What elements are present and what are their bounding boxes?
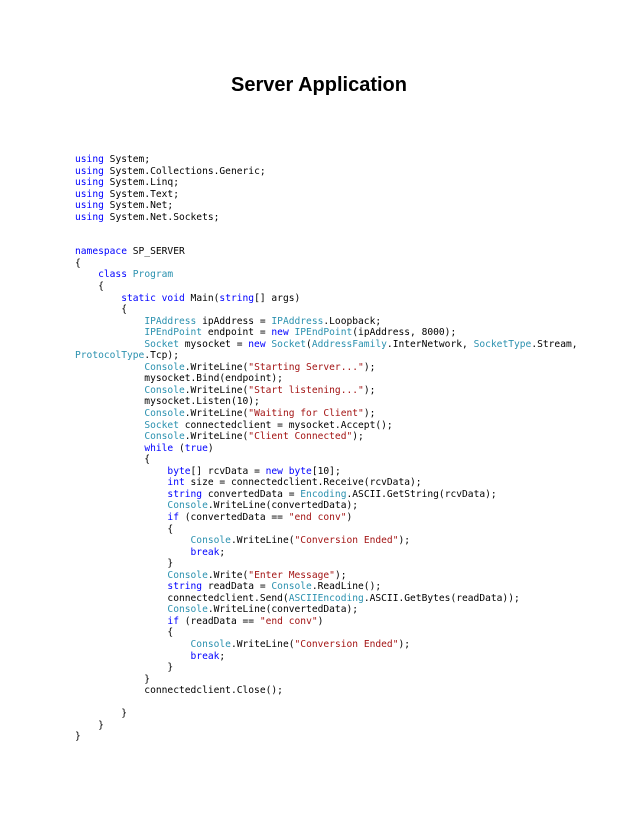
code-keyword: using [75,188,104,200]
code-type-name: Console [144,408,185,420]
code-line [75,454,615,466]
code-line [75,720,615,732]
code-line [75,293,615,305]
code-text [75,362,144,373]
code-line [75,246,615,258]
code-type-name: Console [190,638,231,650]
code-text [75,535,191,546]
code-line [75,547,615,559]
code-line [75,177,615,189]
code-line [75,604,615,616]
code-type-name: Console [167,500,208,512]
code-keyword: byte [167,465,191,477]
code-keyword: string [219,292,255,304]
code-text: .WriteLine(convertedData); [207,604,359,616]
code-text [75,316,144,327]
code-line [75,154,615,166]
code-text: ) [317,615,324,627]
code-line [75,570,615,582]
code-line [75,304,615,316]
code-keyword: break [190,650,220,662]
code-text: { [75,257,81,269]
code-keyword: break [190,546,220,558]
code-type-name: Console [271,581,312,593]
code-string-literal: "Conversion Ended" [294,638,399,650]
code-line [75,373,615,385]
code-type-name: IPEndPoint [144,327,203,339]
code-text: System; [103,154,151,165]
code-type-name: IPEndPoint [294,327,353,339]
code-text: { [75,627,174,639]
code-text: connectedclient = mysocket.Accept(); [178,419,393,431]
code-text: } [75,662,174,674]
code-line [75,327,615,339]
code-line [75,189,615,201]
code-text: ( [306,338,312,350]
code-text: .ASCII.GetString(rcvData); [346,488,497,500]
code-text: .WriteLine( [230,638,295,650]
code-text: } [75,673,151,685]
code-type-name: Socket [144,419,179,431]
code-text: mysocket.Listen(10); [75,396,260,408]
code-text: { [75,454,151,466]
code-line [75,581,615,593]
code-line [75,477,615,489]
code-text: ; [219,650,226,662]
code-text [75,293,121,304]
code-text: ); [334,569,347,581]
page-title: Server Application [231,74,407,96]
code-line [75,662,615,674]
code-text: System.Net.Sockets; [103,211,220,223]
code-keyword: new [248,338,266,350]
code-string-literal: "Start listening..." [248,384,364,396]
code-text: .WriteLine( [184,431,249,443]
code-line [75,524,615,536]
code-keyword: using [75,154,104,165]
code-text: .Stream, [531,338,578,350]
code-text: Main( [184,292,220,304]
code-text [75,408,144,419]
code-text: .Write( [207,569,249,581]
code-keyword: using [75,200,104,212]
code-type-name: Console [144,431,185,443]
code-text: .WriteLine( [184,384,249,396]
code-text [75,443,144,454]
code-text [75,512,167,523]
code-line [75,639,615,651]
code-text [75,339,144,350]
code-text [75,581,167,592]
code-type-name: IPAddress [144,315,197,327]
code-text [75,477,167,488]
code-text: ); [352,431,364,443]
code-text: (convertedData == [178,511,289,523]
code-text: endpoint = [202,327,272,339]
code-keyword: if [167,511,179,523]
code-text: System.Collections.Generic; [103,165,266,177]
code-type-name: Socket [271,338,307,350]
code-line [75,316,615,328]
code-text: } [75,731,81,743]
code-line [75,500,615,512]
code-keyword: namespace [75,246,127,258]
code-text [75,500,167,511]
code-text: System.Linq; [103,177,179,189]
code-text: .WriteLine( [184,408,249,420]
code-line [75,420,615,432]
code-keyword: using [75,211,104,223]
code-line [75,235,615,247]
code-text: .InterNetwork, [386,338,474,350]
code-keyword: new [265,465,283,477]
code-text: .ReadLine(); [311,581,382,593]
code-keyword: int [167,477,185,489]
code-text: ); [398,535,411,547]
code-text: ) [207,442,214,454]
code-text: .Loopback; [323,315,382,327]
code-line [75,362,615,374]
code-type-name: Console [144,384,185,396]
code-text: ipAddress = [196,315,272,327]
code-text [75,466,167,477]
code-text: readData = [202,581,272,593]
code-type-name: AddressFamily [311,338,387,350]
code-line [75,708,615,720]
code-text [75,431,144,442]
code-keyword: string [167,581,203,593]
code-text [75,604,167,615]
code-type-name: ProtocolType [75,350,145,362]
code-keyword: using [75,177,104,189]
code-line [75,674,615,686]
code-text: } [75,708,127,720]
code-line [75,443,615,455]
code-string-literal: "end conv" [259,615,318,627]
code-line [75,350,615,362]
code-string-literal: "Waiting for Client" [248,408,364,420]
code-keyword: byte [288,465,312,477]
code-text: ); [363,384,376,396]
code-type-name: Console [144,361,185,373]
code-text: [] args) [254,292,301,304]
code-text: mysocket = [178,338,249,350]
code-keyword: class [98,269,127,281]
code-line [75,166,615,178]
code-line [75,731,615,743]
code-text: connectedclient.Send( [75,592,289,604]
code-line [75,558,615,570]
code-text: { [75,304,127,316]
code-text [75,570,167,581]
code-text: ) [346,511,353,523]
code-line [75,269,615,281]
code-line [75,223,615,235]
code-line [75,593,615,605]
code-line [75,512,615,524]
code-text: SP_SERVER [126,246,185,258]
code-line [75,385,615,397]
code-line [75,685,615,697]
code-text: (readData == [178,615,260,627]
code-text: [10]; [311,465,341,477]
code-text: ); [363,408,376,420]
code-text: connectedclient.Close(); [75,685,283,697]
code-type-name: Console [167,569,208,581]
code-line [75,627,615,639]
code-line [75,212,615,224]
code-line [75,616,615,628]
code-keyword: string [167,488,203,500]
code-text [75,269,98,280]
code-text [75,385,144,396]
code-text: (ipAddress, 8000); [352,327,457,339]
code-text: } [75,558,174,570]
code-text: ); [398,638,411,650]
code-line [75,258,615,270]
code-line [75,489,615,501]
code-line [75,466,615,478]
code-type-name: IPAddress [271,315,324,327]
code-text: [] rcvData = [190,465,266,477]
code-type-name: Console [167,604,208,616]
code-type-name: ASCIIEncoding [288,592,364,604]
code-string-literal: "Enter Message" [248,569,335,581]
code-text: .Tcp); [144,350,179,362]
code-text [75,639,191,650]
code-type-name: Encoding [300,488,347,500]
code-text: ( [173,442,185,454]
code-keyword: new [271,327,289,339]
code-line [75,651,615,663]
code-type-name: Console [190,535,231,547]
code-keyword: while [144,442,174,454]
code-text: } [75,719,104,731]
code-string-literal: "Starting Server..." [248,361,364,373]
code-line [75,408,615,420]
code-line [75,697,615,709]
code-text: .WriteLine( [230,535,295,547]
code-keyword: true [184,442,208,454]
code-keyword: void [161,292,185,304]
code-line [75,339,615,351]
code-line [75,535,615,547]
code-text [75,547,191,558]
code-string-literal: "Conversion Ended" [294,535,399,547]
code-line [75,200,615,212]
code-keyword: using [75,165,104,177]
code-listing [75,154,615,743]
code-text: ); [363,361,376,373]
code-text: System.Net; [103,200,174,212]
code-text [75,489,167,500]
code-line [75,431,615,443]
code-type-name: Socket [144,338,179,350]
code-type-name: SocketType [473,338,532,350]
code-text [75,420,144,431]
code-text: ; [219,546,226,558]
code-text [75,651,191,662]
code-text: { [75,281,104,293]
code-line [75,396,615,408]
code-text: .ASCII.GetBytes(readData)); [363,592,520,604]
code-text [75,616,167,627]
code-text: { [75,523,174,535]
code-text: mysocket.Bind(endpoint); [75,373,283,385]
code-text [75,327,144,338]
code-line [75,281,615,293]
code-text: size = connectedclient.Receive(rcvData); [184,477,422,489]
code-text: convertedData = [202,488,301,500]
code-keyword: static [121,292,156,304]
code-keyword: if [167,615,179,627]
code-string-literal: "end conv" [288,511,347,523]
code-text: .WriteLine(convertedData); [207,500,359,512]
code-type-name: Program [132,269,174,281]
code-string-literal: "Client Connected" [248,431,353,443]
code-text: System.Text; [103,188,179,200]
code-text: .WriteLine( [184,361,249,373]
